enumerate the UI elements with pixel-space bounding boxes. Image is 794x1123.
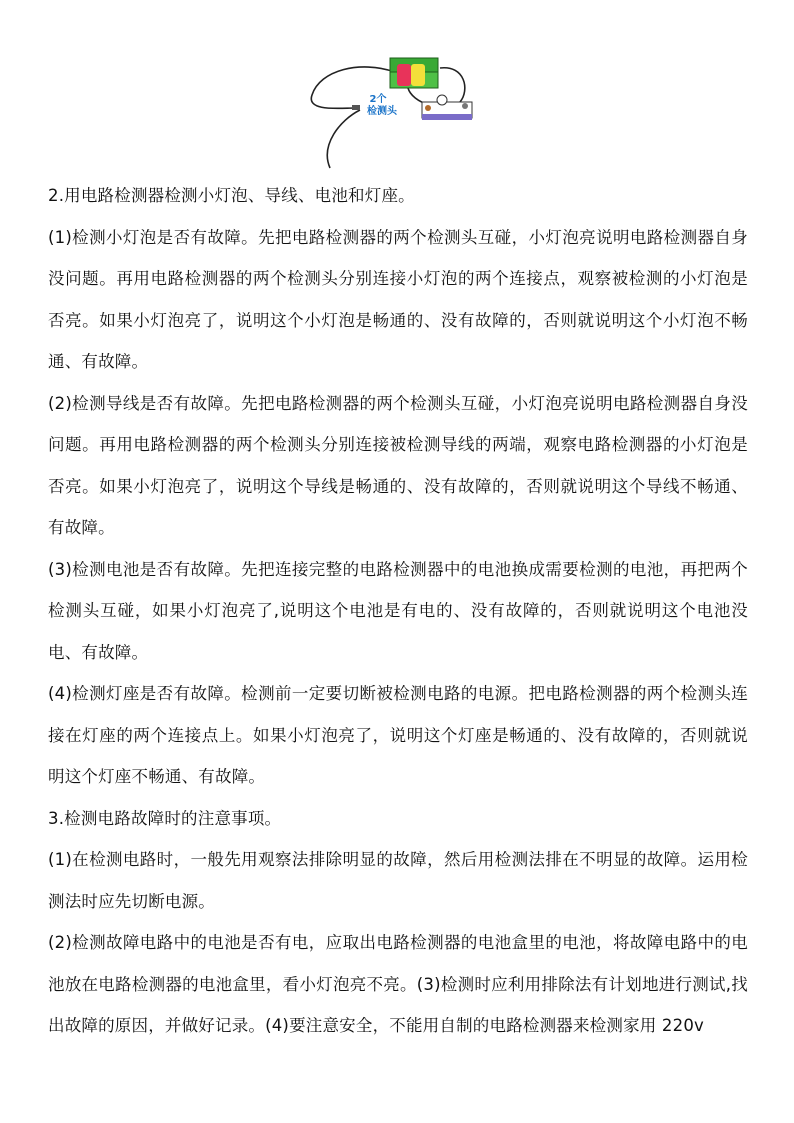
document-body	[48, 175, 748, 1047]
circuit-tester-drawing	[300, 50, 500, 175]
paragraph-check-lamp-holder: (4)检测灯座是否有故障。检测前一定要切断被检测电路的电源。把电路检测器的两个检测头连接在灯座的两个连接点上。如果小灯泡亮了，说明这个灯座是畅通的、没有故障的，否则就说明这个灯座不畅通、有故障。	[48, 684, 748, 786]
terminal-right-icon	[462, 103, 468, 109]
paragraph-heading-3: 3.检测电路故障时的注意事项。	[48, 808, 282, 828]
terminal-left-icon	[425, 105, 431, 111]
probe-tip-left	[352, 105, 360, 110]
figure-label-line1: 2个	[369, 94, 387, 105]
paragraph-heading-2: 2.用电路检测器检测小灯泡、导线、电池和灯座。	[48, 186, 415, 205]
lower-probe-wire	[327, 110, 360, 168]
battery-red	[397, 64, 411, 86]
paragraph-check-wire: (2)检测导线是否有故障。先把电路检测器的两个检测头互碰，小灯泡亮说明电路检测器自身没问题。再用电路检测器的两个检测头分别连接被检测导线的两端，观察电路检测器的小灯泡是否亮。如果小灯泡亮了，说明这个导线是畅通的、没有故障的，否则就说明这个导线不畅通、有故障。	[48, 393, 748, 537]
paragraph-note-2: (2)检测故障电路中的电池是否有电，应取出电路检测器的电池盒里的电池，将故障电路中的电池放在电路检测器的电池盒里，看小灯泡亮不亮。(3)检测时应利用排除法有计划地进行测试,找出故障的原因，并做好记录。(4)要注意安全，不能用自制的电路检测器来检测家用 220v	[48, 933, 748, 1035]
bulb-base-stripe	[422, 114, 472, 120]
battery-yellow	[411, 64, 425, 86]
bulb-icon	[437, 95, 447, 105]
figure-label-line2: 检测头	[367, 106, 397, 117]
paragraph-check-bulb: (1)检测小灯泡是否有故障。先把电路检测器的两个检测头互碰，小灯泡亮说明电路检测器自身没问题。再用电路检测器的两个检测头分别连接小灯泡的两个连接点，观察被检测的小灯泡是否亮。如果小灯泡亮了，说明这个小灯泡是畅通的、没有故障的，否则就说明这个小灯泡不畅通、有故障。	[48, 227, 748, 371]
paragraph-check-battery: (3)检测电池是否有故障。先把连接完整的电路检测器中的电池换成需要检测的电池，再把两个检测头互碰，如果小灯泡亮了,说明这个电池是有电的、没有故障的，否则就说明这个电池没电、有故障。	[48, 559, 748, 662]
paragraph-note-1: (1)在检测电路时，一般先用观察法排除明显的故障，然后用检测法排在不明显的故障。运用检测法时应先切断电源。	[48, 850, 748, 911]
circuit-tester-illustration	[300, 50, 500, 175]
